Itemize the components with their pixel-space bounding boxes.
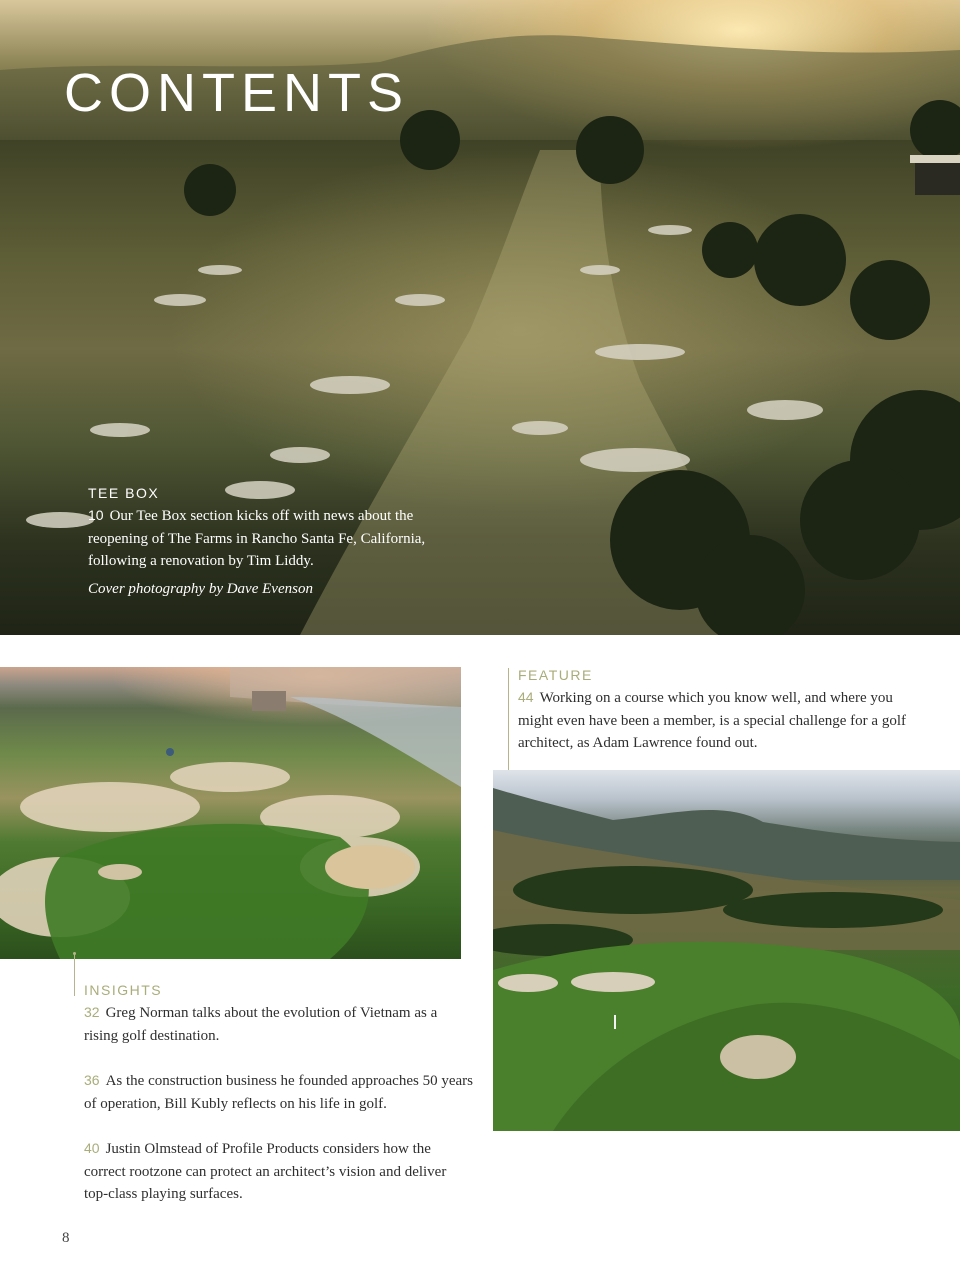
insights-entry (84, 1069, 474, 1115)
feature-page-number: 44 (518, 689, 534, 705)
insights-divider-dot (73, 952, 76, 955)
feature-label: FEATURE (518, 667, 593, 683)
coastal-course-illustration (0, 667, 461, 959)
insights-photo-coastal-course (0, 667, 461, 959)
feature-entry (518, 686, 918, 755)
insights-page-number: 32 (84, 1004, 100, 1020)
insights-page-number: 36 (84, 1072, 100, 1088)
tee-box-page-number: 10 (88, 507, 104, 523)
insights-entry (84, 1001, 474, 1047)
insights-entry-text: As the construction business he founded approaches 50 years of operation, Bill Kubly reflects on his life in golf. (84, 1073, 473, 1112)
insights-entry-text: Greg Norman talks about the evolution of Vietnam as a rising golf destination. (84, 1005, 438, 1044)
feature-divider-line (508, 668, 509, 778)
insights-entry (84, 1137, 474, 1206)
feature-section (518, 666, 918, 755)
insights-page-number: 40 (84, 1140, 100, 1156)
tee-box-text: Our Tee Box section kicks off with news about the reopening of The Farms in Rancho Santa Fe, California, following a renovation by Tim Liddy. (88, 508, 426, 569)
cover-credit: Cover photography by Dave Evenson (88, 580, 313, 597)
tee-box-label: TEE BOX (88, 485, 160, 501)
page-title: CONTENTS (64, 63, 409, 123)
tee-box-section (88, 484, 468, 598)
feature-text: Working on a course which you know well, and where you might even have been a member, is a special challenge for a golf architect, as Adam Lawrence found out. (518, 690, 906, 751)
insights-label: INSIGHTS (84, 982, 163, 998)
insights-divider-line (74, 954, 75, 996)
feature-photo-mountain-course (493, 770, 960, 1131)
insights-entry-text: Justin Olmstead of Profile Products considers how the correct rootzone can protect an architect’s vision and deliver top-class playing surfaces. (84, 1141, 447, 1202)
mountain-course-illustration (493, 770, 960, 1131)
page-number: 8 (62, 1230, 70, 1246)
tee-box-entry (88, 504, 468, 573)
cover-photo-golf-course-sunrise (0, 0, 960, 635)
insights-section (84, 981, 474, 1206)
